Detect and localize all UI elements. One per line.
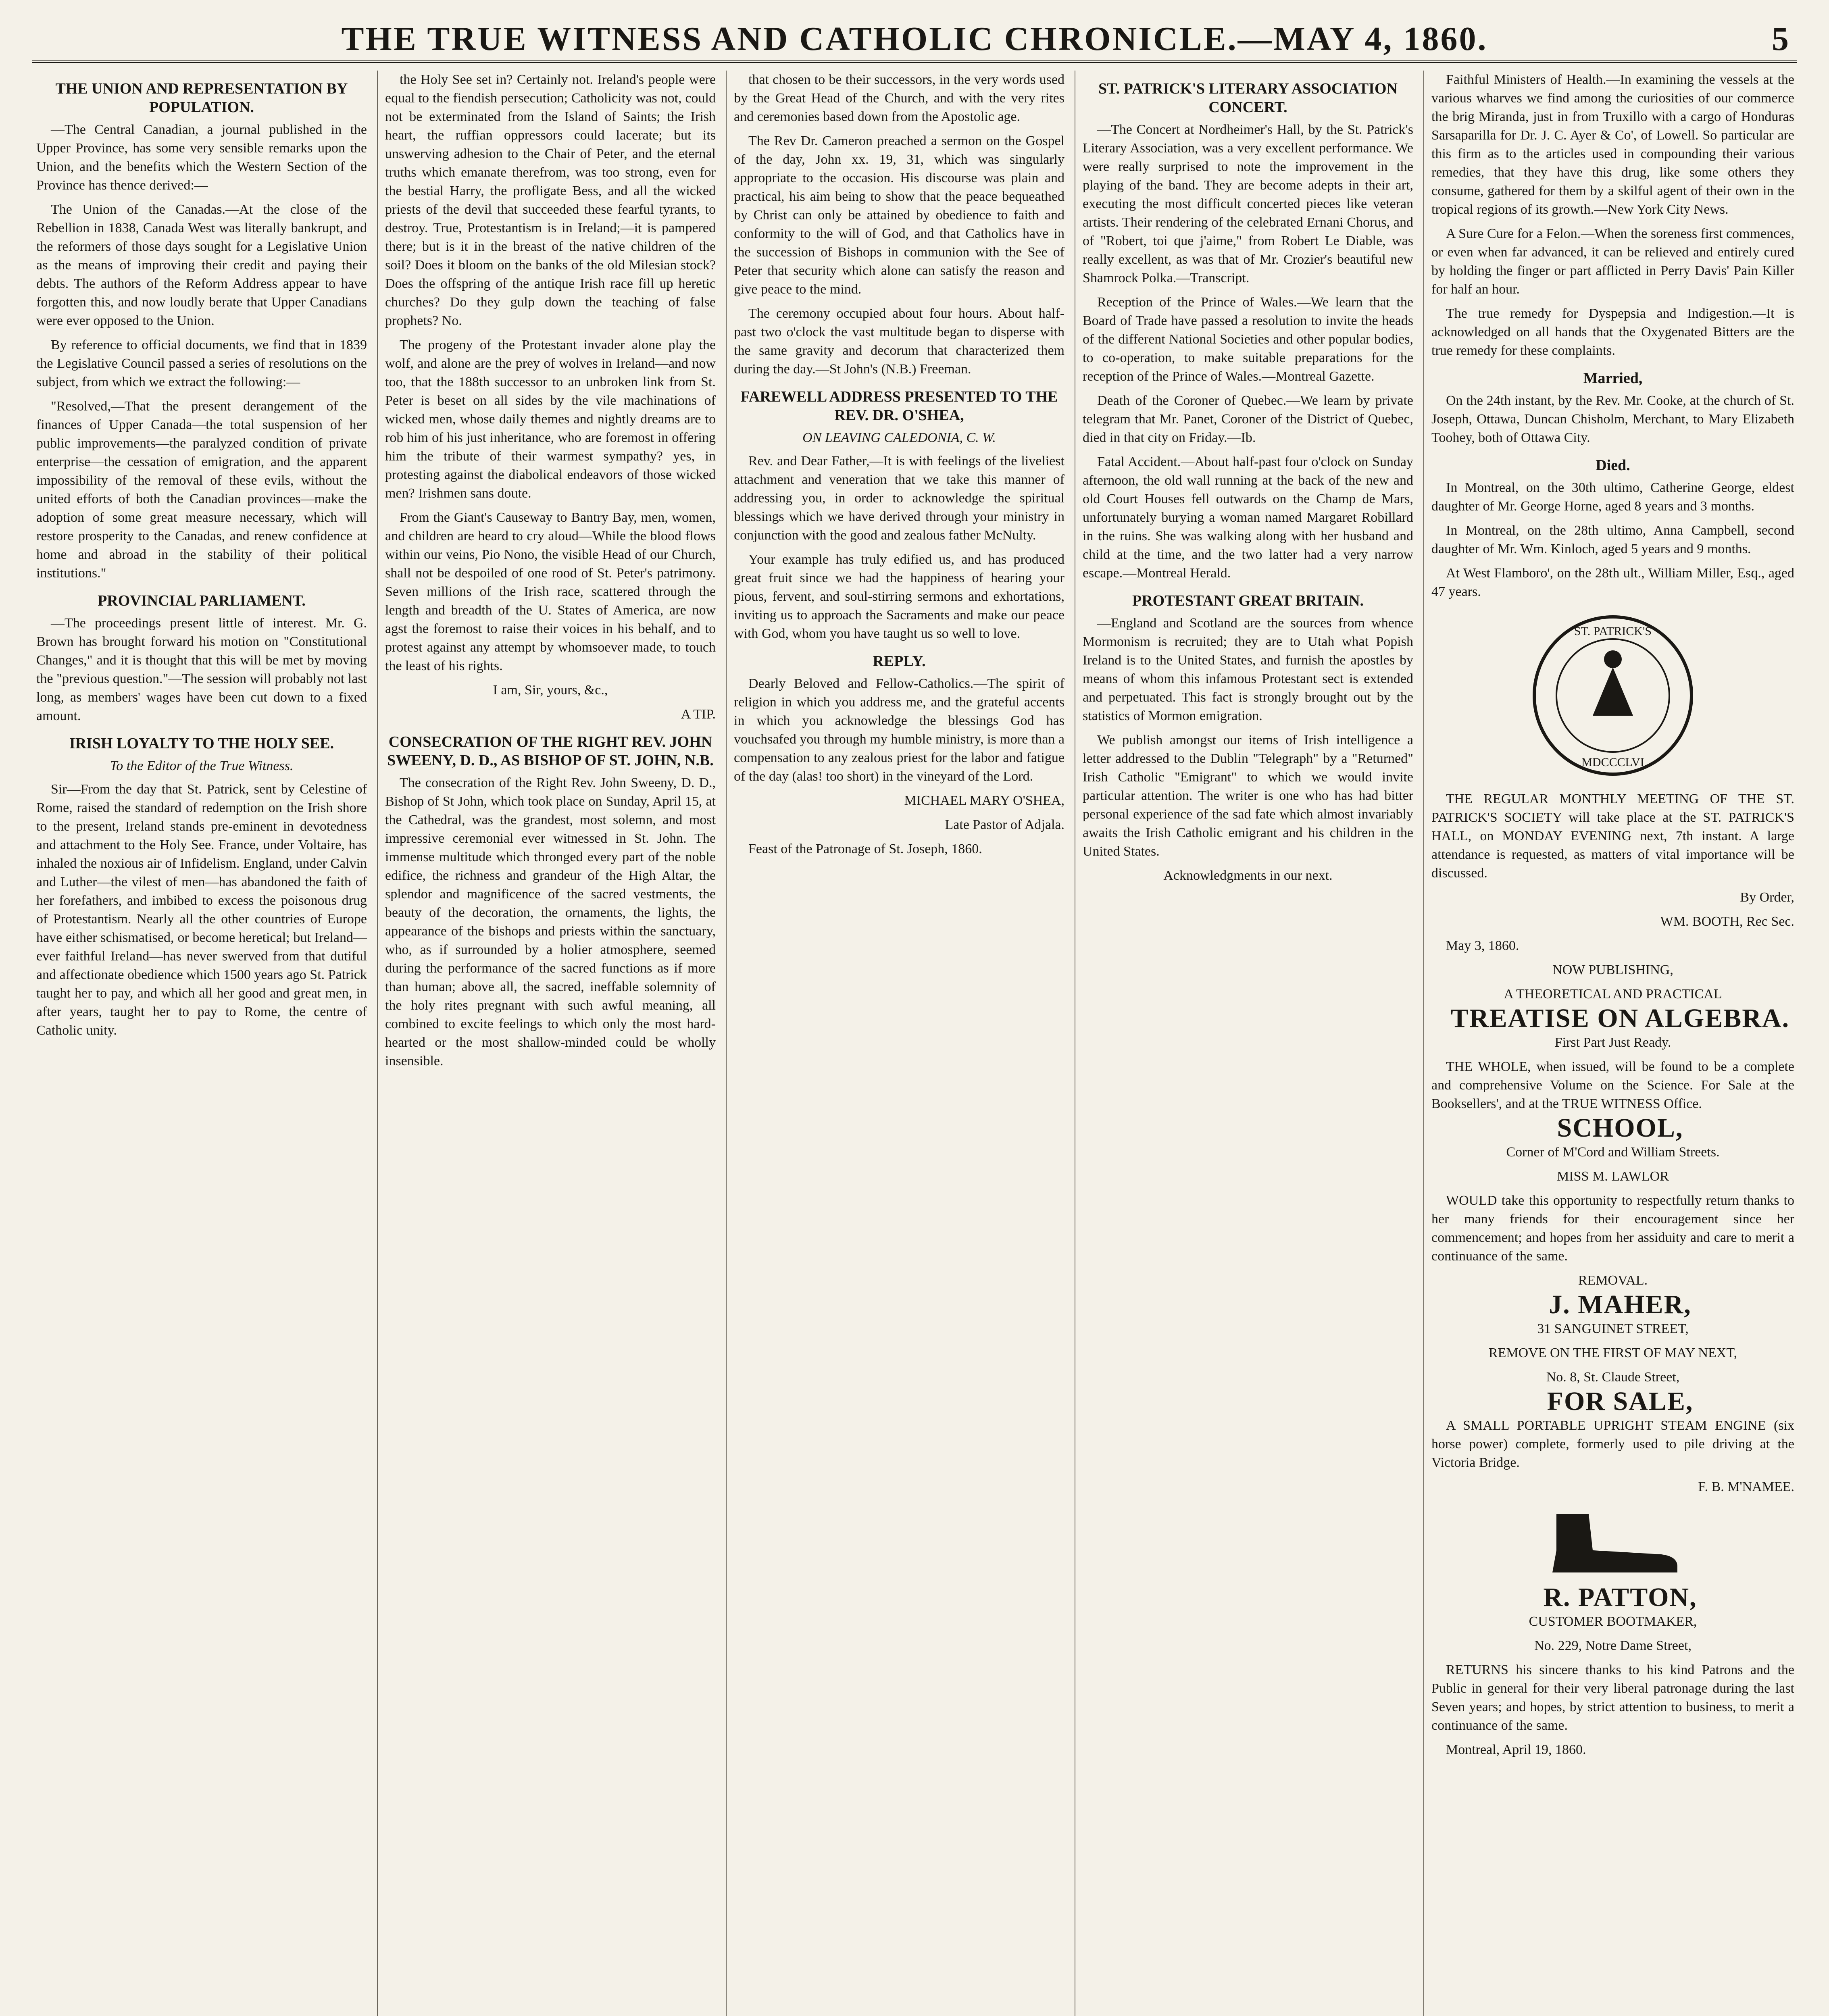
- ad-subheading: No. 8, St. Claude Street,: [1546, 1370, 1680, 1385]
- article-paragraph: By reference to official documents, we find that in 1839 the Legislative Council passed a series of resolutions on the subject, from which we extract the following:—: [36, 337, 367, 389]
- article-heading: IRISH LOYALTY TO THE HOLY SEE.: [69, 735, 334, 752]
- article-heading: CONSECRATION OF THE RIGHT REV. JOHN SWEENY, D. D., AS BISHOP OF ST. JOHN, N.B.: [387, 733, 714, 769]
- article-heading: PROVINCIAL PARLIAMENT.: [98, 592, 306, 609]
- ad-title: J. MAHER,: [1549, 1290, 1692, 1319]
- article-paragraph: Fatal Accident.—About half-past four o'clock on Sunday afternoon, the old wall running at the back of the new and old Court Houses fell outwards on the Champ de Mars, unfortunately burying a woman named Margaret Robillard in the ruins. She was walking along with her husband and child at the time, and the two latter had a very narrow escape.—Montreal Herald.: [1083, 454, 1413, 581]
- article-heading: ST. PATRICK'S LITERARY ASSOCIATION CONCERT.: [1098, 80, 1398, 116]
- article-paragraph: "Resolved,—That the present derangement of the finances of Upper Canada—the total suspension of her public improvements—the paralyzed condition of private enterprise—the cessation of emigration, and the apparent impossibility of the removal of these evils, without the united efforts of both the Canadian provinces—make the adoption of some great measure necessary, which will restore prosperity to the Canadas, and renew confidence at home and abroad in the stability of their political institutions.": [36, 399, 367, 581]
- boot-icon: [1540, 1506, 1685, 1579]
- article-subheading: ON LEAVING CALEDONIA, C. W.: [802, 430, 996, 445]
- masthead-title: THE TRUE WITNESS AND CATHOLIC CHRONICLE.—MAY 4, 1860.: [341, 20, 1488, 58]
- ad-subheading: Corner of M'Cord and William Streets.: [1506, 1145, 1720, 1160]
- notice-heading-married: Married,: [1583, 370, 1643, 387]
- ad-date: Montreal, April 19, 1860.: [1446, 1742, 1586, 1757]
- article-heading: REPLY.: [873, 653, 926, 670]
- page-number: 5: [1772, 20, 1789, 58]
- ad-body: WOULD take this opportunity to respectfully return thanks to her many friends for their encouragement since her commencement; and hopes from her assiduity and care to merit a continuance of the same.: [1431, 1193, 1794, 1264]
- column-4: [1083, 71, 1413, 2016]
- article-note: Acknowledgments in our next.: [1163, 868, 1333, 883]
- article-paragraph: From the Giant's Causeway to Bantry Bay, men, women, and children are heard to cry aloud—While the blood flows within our veins, Pio Nono, the visible Head of our Church, shall not be despoiled of one rood of St. Peter's patrimony. Seven millions of the Irish race, scattered through the length and breadth of the U. States of America, are now agst the foremost to raise their voices in his behalf, and to protest against any attempt by whomsoever made, to touch the least of his rights.: [385, 510, 716, 673]
- article-paragraph: that chosen to be their successors, in the very words used by the Great Head of the Church, and with the very rites and ceremonies based down from the Apostolic age.: [734, 72, 1064, 124]
- letter-closing: I am, Sir, yours, &c.,: [493, 683, 608, 698]
- svg-text:ST. PATRICK'S: ST. PATRICK'S: [1574, 625, 1652, 638]
- ad-subheading: A THEORETICAL AND PRACTICAL: [1504, 987, 1722, 1002]
- ad-body: A SMALL PORTABLE UPRIGHT STEAM ENGINE (six horse power) complete, formerly used to pile driving at the Victoria Bridge.: [1431, 1418, 1794, 1470]
- article-paragraph: The Union of the Canadas.—At the close of the Rebellion in 1838, Canada West was literally bankrupt, and the reformers of those days sought for a Legislative Union as the means of improving their credit and paying their debts. The authors of the Reform Address appear to have forgotten this, and now loudly berate that Upper Canadians were ever opposed to the Union.: [36, 202, 367, 328]
- column-3: [734, 71, 1064, 2016]
- society-seal-icon: [1528, 611, 1698, 780]
- article-paragraph: The true remedy for Dyspepsia and Indigestion.—It is acknowledged on all hands that the Oxygenated Bitters are the true remedy for these complaints.: [1431, 306, 1794, 358]
- ad-body: RETURNS his sincere thanks to his kind Patrons and the Public in general for their very liberal patronage during the last Seven years; and hopes, by strict attention to business, to merit a continuance of the same.: [1431, 1662, 1794, 1733]
- masthead: [32, 8, 1797, 63]
- ad-signature: F. B. M'NAMEE.: [1698, 1479, 1794, 1494]
- article-paragraph: —The Concert at Nordheimer's Hall, by the St. Patrick's Literary Association, was a very excellent performance. We were really surprised to note the improvement in the playing of the band. They are become adepts in their art, executing the most difficult concerted pieces like veteran artists. Their rendering of the celebrated Ernani Chorus, and of "Robert, toi que j'aime," from Robert Le Diable, was really excellent, as was that of Mr. Crozier's beautiful new Shamrock Polka.—Transcript.: [1083, 122, 1413, 285]
- article-paragraph: —The Central Canadian, a journal published in the Upper Province, has some very sensible remarks upon the Union, and the benefits which the Western Section of the Province has thence derived:—: [36, 122, 367, 193]
- notice-paragraph: At West Flamboro', on the 28th ult., William Miller, Esq., aged 47 years.: [1431, 566, 1794, 599]
- notice-heading-died: Died.: [1596, 457, 1630, 474]
- ad-title: SCHOOL,: [1557, 1113, 1683, 1143]
- notice-paragraph: In Montreal, on the 30th ultimo, Catherine George, eldest daughter of Mr. George Horne, aged 8 years and 3 months.: [1431, 480, 1794, 514]
- article-heading: FAREWELL ADDRESS PRESENTED TO THE REV. DR. O'SHEA,: [740, 388, 1058, 424]
- ad-heading: REMOVE ON THE FIRST OF MAY NEXT,: [1488, 1345, 1737, 1360]
- notice-date: May 3, 1860.: [1446, 938, 1519, 953]
- ad-title: FOR SALE,: [1547, 1387, 1694, 1416]
- article-paragraph: Feast of the Patronage of St. Joseph, 1860.: [748, 841, 982, 856]
- notice-paragraph: On the 24th instant, by the Rev. Mr. Cooke, at the church of St. Joseph, Ottawa, Duncan Chisholm, Merchant, to Mary Elizabeth Toohey, both of Ottawa City.: [1431, 393, 1794, 445]
- article-paragraph: the Holy See set in? Certainly not. Ireland's people were equal to the fiendish persecution; Catholicity was not, could not be exterminated from the Island of Saints; the Irish heart, the ruffian oppressors could lacerate; but its unswerving adhesion to the Chair of Peter, and the eternal truths which emanate therefrom, was too strong, even for the bestial Harry, the profligate Bess, and all the wicked priests of the devil that succeeded these fearful tyrants, to destroy. True, Protestantism is in Ireland;—it is pampered there; but is it in the breast of the native children of the soil? Does it bloom on the banks of the old Milesian stock? Does the offspring of the antique Irish race fill up heretic churches? Do they gulp down the teaching of false prophets? No.: [385, 72, 716, 328]
- ad-subheading: First Part Just Ready.: [1554, 1035, 1671, 1050]
- letter-signature-title: Late Pastor of Adjala.: [945, 817, 1064, 832]
- article-subheading: To the Editor of the True Witness.: [110, 758, 294, 773]
- ad-subheading: CUSTOMER BOOTMAKER,: [1529, 1614, 1697, 1629]
- article-paragraph: The ceremony occupied about four hours. About half-past two o'clock the vast multitude began to disperse with the same gravity and decorum that characterized them during the day.—St John's (N.B.) Freeman.: [734, 306, 1064, 377]
- notice-paragraph: In Montreal, on the 28th ultimo, Anna Campbell, second daughter of Mr. Wm. Kinloch, aged 5 years and 9 months.: [1431, 523, 1794, 556]
- column-divider: [726, 71, 727, 2016]
- article-paragraph: Faithful Ministers of Health.—In examining the vessels at the various wharves we find among the curiosities of our commerce the brig Miranda, just in from Truxillo with a cargo of Honduras Sarsaparilla for Dr. J. C. Ayer & Co', of Lowell. So particular are this firm as to the articles used in compounding their various remedies, that they have this drug, like some others they consume, gathered for them by a skilful agent of their own in the tropical regions of its growth.—New York City News.: [1431, 72, 1794, 217]
- article-paragraph: Death of the Coroner of Quebec.—We learn by private telegram that Mr. Panet, Coroner of the District of Quebec, died in that city on Friday.—Ib.: [1083, 393, 1413, 445]
- ad-subheading: 31 SANGUINET STREET,: [1537, 1321, 1689, 1336]
- article-heading: PROTESTANT GREAT BRITAIN.: [1132, 592, 1364, 609]
- article-paragraph: The progeny of the Protestant invader alone play the wolf, and alone are the prey of wolves in Ireland—and now too, that the 188th successor to an unbroken link from St. Peter is beset on all sides by the vile machinations of wicked men, whose daily themes and nightly dreams are to rob him of his just inheritance, who are foremost in offering him the tribute of their warmest sympathy? yes, in protesting against the diabolical endeavors of those wicked men? Irishmen sans doute.: [385, 337, 716, 501]
- column-divider: [1423, 71, 1424, 2016]
- article-heading: THE UNION AND REPRESENTATION BY POPULATION.: [55, 80, 348, 116]
- article-paragraph: The Rev Dr. Cameron preached a sermon on the Gospel of the day, John xx. 19, 31, which was singularly appropriate to the occasion. His discourse was plain and practical, his aim being to show that the peace bequeathed by Christ can only be attained by obedience to faith and conformity to the will of God, and that Catholics have in the succession of Bishops in communion with the See of Peter that security which alone can satisfy the reason and give peace to the mind.: [734, 133, 1064, 297]
- ad-heading: NOW PUBLISHING,: [1552, 962, 1673, 977]
- article-paragraph: Dearly Beloved and Fellow-Catholics.—The spirit of religion in which you address me, and the grateful accents in which you acknowledge the blessings God has vouchsafed you through my humble ministry, is more than a compensation to any zealous priest for the labor and fatigue of the day (alas! too short) in the vineyard of the Lord.: [734, 676, 1064, 784]
- ad-title: TREATISE ON ALGEBRA.: [1450, 1004, 1790, 1033]
- column-1: [36, 71, 367, 2016]
- column-5: [1431, 71, 1794, 2016]
- article-paragraph: Your example has truly edified us, and has produced great fruit since we had the happiness of hearing your pious, fervent, and soul-stirring sermons and exhortations, inviting us to approach the Sacraments and make our peace with God, whom you have taught us so well to love.: [734, 552, 1064, 641]
- ad-title: R. PATTON,: [1543, 1583, 1697, 1612]
- ad-heading: No. 229, Notre Dame Street,: [1534, 1638, 1692, 1653]
- ad-body: THE WHOLE, when issued, will be found to be a complete and comprehensive Volume on the Science. For Sale at the Booksellers', and at the TRUE WITNESS Office.: [1431, 1059, 1794, 1111]
- article-paragraph: Sir—From the day that St. Patrick, sent by Celestine of Rome, raised the standard of redemption on the Irish shore to the present, Ireland stands pre-eminent in devotedness and attachment to the Holy See. France, under Voltaire, has inhaled the noxious air of Infidelism. England, under Calvin and Luther—the vilest of men—has abandoned the faith of her forefathers, and imbibed to excess the poisonous drug of Protestantism. Nearly all the other countries of Europe have either schismatised, or become heretical; but Ireland—ever faithful Ireland—has never swerved from that dutiful and affectionate obedience which 1500 years ago St. Patrick taught her to pay, and which all her good and great men, in after years, taught her to pay to Rome, the centre of Catholic unity.: [36, 782, 367, 1038]
- svg-text:MDCCCLVI: MDCCCLVI: [1581, 756, 1644, 769]
- column-2: [385, 71, 716, 2016]
- letter-signature: A TIP.: [681, 707, 716, 722]
- ad-heading: REMOVAL.: [1578, 1273, 1648, 1288]
- article-paragraph: A Sure Cure for a Felon.—When the soreness first commences, or even when far advanced, it can be relieved and entirely cured by holding the finger or part afflicted in Perry Davis' Pain Killer for half an hour.: [1431, 226, 1794, 297]
- letter-signature: MICHAEL MARY O'SHEA,: [904, 793, 1064, 808]
- article-paragraph: —The proceedings present little of interest. Mr. G. Brown has brought forward his motion on "Constitutional Changes," and it is thought that this will be met by moving the "previous question."—The session will probably not last long, as members' wages have been cut down to a fixed amount.: [36, 616, 367, 723]
- article-paragraph: We publish amongst our items of Irish intelligence a letter addressed to the Dublin "Telegraph" by a "Returned" Irish Catholic "Emigrant" to which we would invite particular attention. The writer is one who has had bitter personal experience of the sad fate which almost invariably awaits the Irish Catholic emigrant and his children in the United States.: [1083, 733, 1413, 859]
- meeting-notice: THE REGULAR MONTHLY MEETING OF THE ST. PATRICK'S SOCIETY will take place at the ST. PATRICK'S HALL, on MONDAY EVENING next, 7th instant. A large attendance is requested, as matters of vital importance will be discussed.: [1431, 791, 1794, 881]
- ad-heading: MISS M. LAWLOR: [1557, 1169, 1669, 1184]
- column-divider: [377, 71, 378, 2016]
- article-paragraph: The consecration of the Right Rev. John Sweeny, D. D., Bishop of St John, which took place on Sunday, April 15, at the Cathedral, was the grandest, most solemn, and most impressive ceremonial ever witnessed in St. John. The immense multitude which thronged every part of the noble edifice, the richness and grandeur of the High Altar, the splendor and magnificence of the sacred vestments, the beauty of the decoration, the ornaments, the lights, the appearance of the bishops and priests within the sanctuary, who, as if surrounded by a holier atmosphere, seemed during the performance of the sacred functions as if more than human; above all, the sacred, ineffable solemnity of the holy rites pregnant with such awful meaning, all combined to excite feelings to which only the most hard-hearted or the most shallow-minded could be wholly insensible.: [385, 775, 716, 1068]
- notice-closing: By Order,: [1740, 890, 1794, 905]
- article-paragraph: Reception of the Prince of Wales.—We learn that the Board of Trade have passed a resolution to invite the heads of the different National Societies and other popular bodies, to co-operation, to make suitable preparations for the reception of the Prince of Wales.—Montreal Gazette.: [1083, 295, 1413, 384]
- article-paragraph: —England and Scotland are the sources from whence Mormonism is recruited; they are to Utah what Popish Ireland is to the United States, and furnish the apostles by means of whom this infamous Protestant sect is extended and perpetuated. This fact is strongly brought out by the statistics of Mormon emigration.: [1083, 616, 1413, 723]
- article-paragraph: Rev. and Dear Father,—It is with feelings of the liveliest attachment and veneration that we take this manner of addressing you, in order to acknowledge the spiritual blessings which we have derived through your ministry in conjunction with the good and zealous father McNulty.: [734, 454, 1064, 543]
- notice-signature: WM. BOOTH, Rec Sec.: [1660, 914, 1794, 929]
